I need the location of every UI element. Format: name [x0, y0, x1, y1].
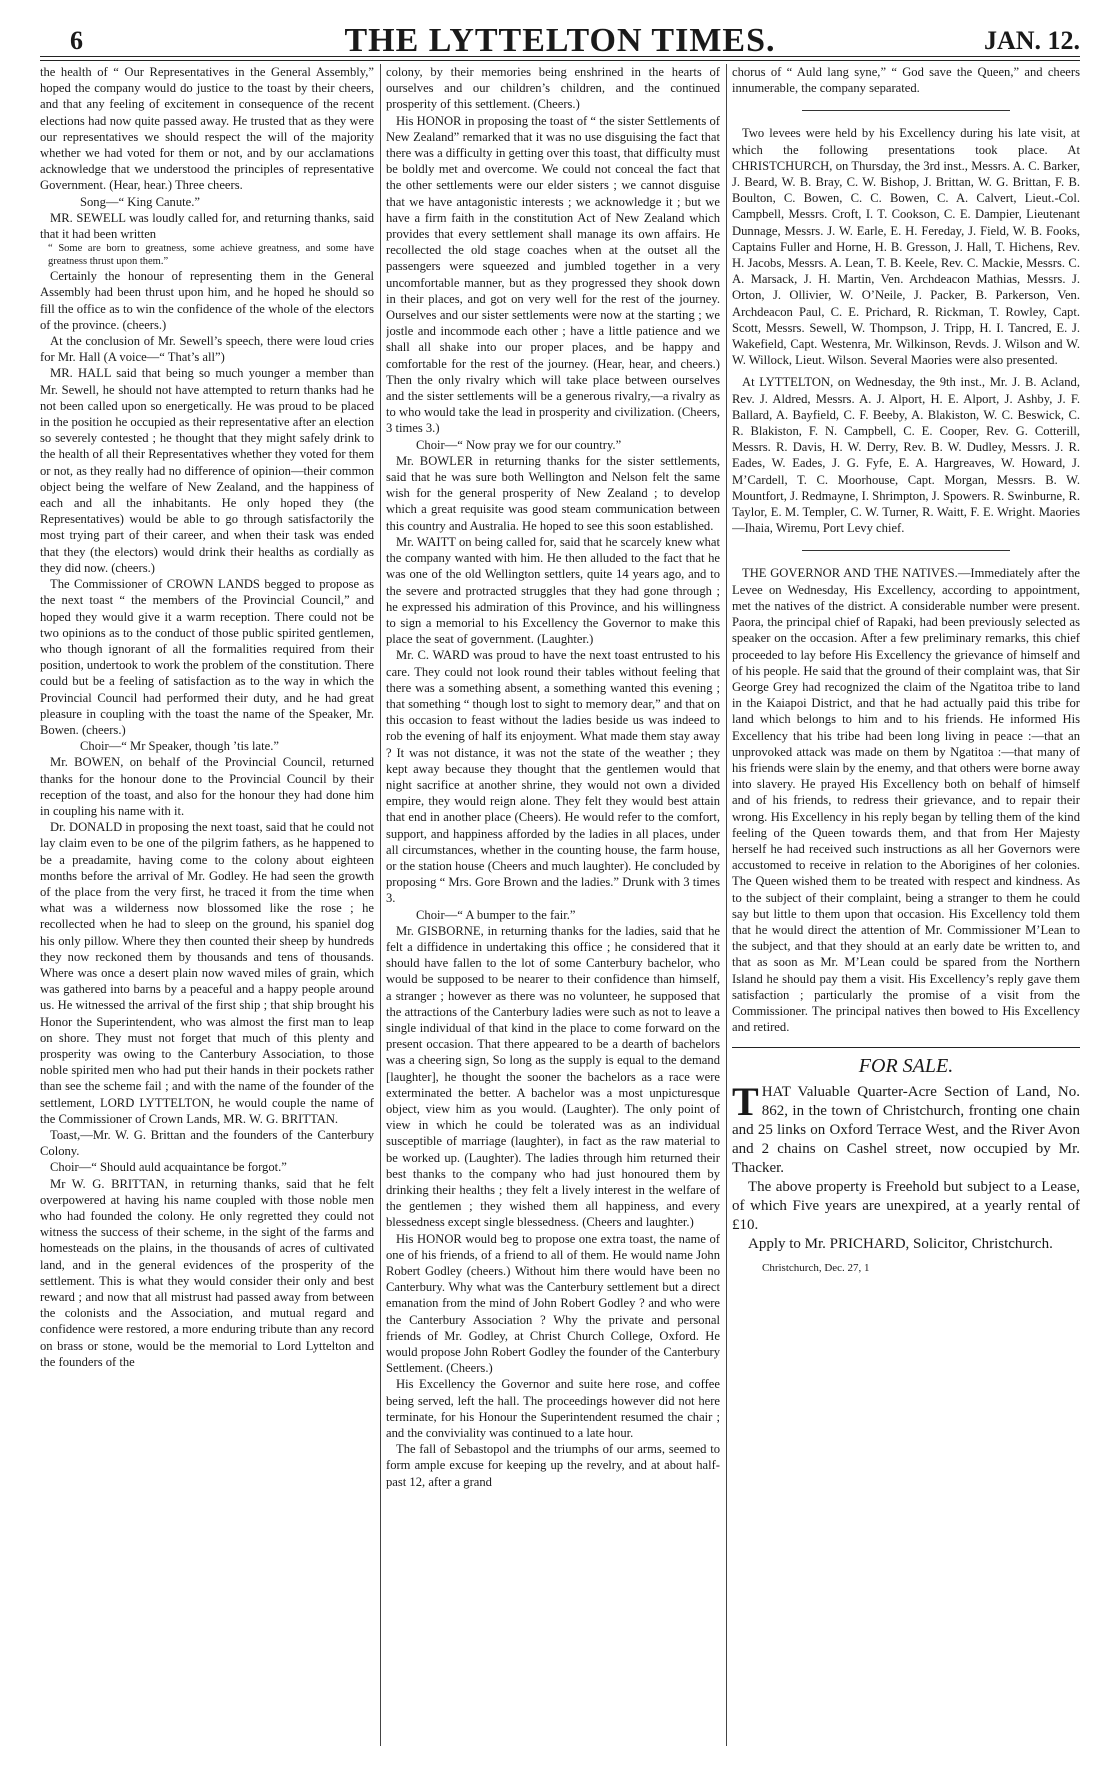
levee-paragraph: At LYTTELTON, on Wednesday, the 9th inst., Mr. J. B. Acland, Rev. J. Aldred, Messrs. A. J. Alport, H. E. Alport, J. Ashby, J. F. Ballard, A. Bayfield, C. F. Beeby, A. Blakiston, W. C. Beswick, C. R. Blakiston, F. N. Campbell, C. E. Cooper, Rev. G. Cotterill, Messrs. R. Davis, H. W. Derry, Rev. B. W. Dudley, Messrs. J. R. Eades, W. Eades, J. G. Fyfe, E. A. Hargreaves, W. Howard, J. M’Cardell, T. C. Moorhouse, Capt. Morgan, Messrs. B. W. Mountfort, J. Redmayne, I. Shrimpton, J. Spowers. R. Swinburne, R. Taylor, E. M. Templer, C. W. Turner, R. Waitt, F. E. Wright. Maories—Ihaia, Wiremu, Port Levy chief. [732, 375, 1080, 536]
sale-contact: Apply to Mr. PRICHARD, Solicitor, Christchurch. [748, 1235, 1053, 1252]
paragraph: Mr. BOWEN, on behalf of the Provincial Council, returned thanks for the honour done to the Provincial Council by their reception of the toast, and also for the honour they had done him in coupling his name with it. [40, 755, 374, 818]
section-divider [802, 110, 1011, 111]
column-3 [732, 64, 1080, 1756]
for-sale-heading: FOR SALE. [858, 1055, 954, 1078]
column-divider [380, 64, 381, 1746]
paragraph: The Commissioner of CROWN LANDS begged to propose as the next toast “ the members of the Provincial Council,” and hoped they would give it a warm reception. There could not be two opinions as to the conduct of those public spirited gentlemen, who though ignorant of all the formalities required from their position, undertook to work the problem of the constitution. There could but be a feeling of satisfaction as to the way in which the Provincial Council had performed their duty, and he had great pleasure in coupling with the toast the name of the Speaker, Mr. Bowen. (cheers.) [40, 577, 374, 737]
paragraph: MR. HALL said that being so much younger a member than Mr. Sewell, he should not have attempted to return thanks had he not been called upon so energetically. He was proud to be placed in the position he occupied as their representative after an election so severely contested ; he thought that they might safely drink to the health of all their Representatives whether they voted for them or not, as they really had no difference of opinion—their common object being the welfare of New Zealand, and the happiness of each and all the inhabitants. He only hoped they (the Representatives) would be able to go through satisfactorily the most trying part of their career, and when their task was ended that they (the electors) would drink their healths as cordially as they did now. (cheers.) [40, 366, 374, 575]
song-line: Song—“ King Canute.” [80, 194, 200, 209]
drop-cap: T [732, 1078, 759, 1124]
issue-date: JAN. 12. [983, 26, 1080, 55]
for-sale-advertisement [732, 1078, 1080, 1254]
header-rule [40, 56, 1080, 57]
paragraph: At the conclusion of Mr. Sewell’s speech, there were loud cries for Mr. Hall (A voice—“ That’s all”) [40, 334, 374, 365]
choir-line: Choir—“ Now pray we for our country.” [416, 437, 622, 452]
paragraph: MR. SEWELL was loudly called for, and returning thanks, said that it had been written [40, 210, 374, 242]
column-2 [386, 64, 720, 1756]
paragraph: chorus of “ Auld lang syne,” “ God save the Queen,” and cheers innumerable, the company separated. [732, 65, 1080, 96]
paragraph: Dr. DONALD in proposing the next toast, said that he could not lay claim even to be one of the pilgrim fathers, as he happened to be a preadamite, having come to the colony about eighteen months before the arrival of Mr. Godley. He had seen the growth of the place from the very first, he traced it from the time when what was a wilderness now blossomed like the rose ; he recollected when he had to sleep on the ground, his spaniel dog his only pillow. Where they then counted their sheep by hundreds they now reckoned them by thousands and tens of thousands. Where was once a desert plain now waved miles of grain, which was gathered into barns by a peaceful and a happy people around us. He witnessed the arrival of the first ship ; that ship brought his Honor the Superintendent, who was almost the first man to leap on shore. They must not forget that much of this plenty and prosperity was owing to the Canterbury Association, to those noble spirited men who had put their hands in their pockets rather than see the scheme fail ; and with the name of the founder of the settlement, LORD LYTTELTON, he would couple the name of the Commissioner of Crown Lands, MR. W. G. BRITTAN. [40, 820, 374, 1126]
paragraph: Mr W. G. BRITTAN, in returning thanks, said that he felt overpowered at having his name coupled with those noble men who had founded the colony. He only regretted they could not witness the success of their scheme, in the sight of the farms and homesteads on the plains, in the thousands of acres of cultivated land, and in the general evidences of the prosperity of the settlement. This is what they would consider their only and best reward ; and now that all mistrust had passed away from between the colonists and the Association, and mutual regard and confidence were restored, a more enduring tribute than any record on brass or stone, would be the memorial to Lord Lyttelton and the founders of the [40, 1176, 374, 1369]
quotation: “ Some are born to greatness, some achieve greatness, and some have greatness thrust upon them.” [48, 243, 374, 268]
sale-dateline: Christchurch, Dec. 27, 1 [762, 1261, 870, 1274]
page-number: 6 [70, 26, 83, 55]
levee-paragraph: Two levees were held by his Excellency during his late visit, at which the following presentations took place. At CHRISTCHURCH, on Thursday, the 3rd inst., Messrs. A. C. Barker, J. Beard, W. B. Bray, C. W. Bishop, J. Brittan, W. G. Brittan, F. B. Boulton, C. Bowen, C. C. Bowen, C. A. Calvert, Lieut.-Col. Campbell, Messrs. Croft, I. T. Cookson, C. E. Dampier, Lieutenant Dunnage, Messrs. J. W. Earle, E. H. Fereday, J. Field, W. B. Fooks, Captains Fuller and Horne, H. B. Gresson, J. Hall, T. Hichens, Rev. H. Jacobs, Messrs. A. Lean, T. B. Keele, Rev. C. Mackie, Messrs. C. A. Marsack, J. H. Martin, Ven. Archdeacon Mathias, Messrs. J. Orton, J. Ollivier, W. O’Neile, J. Packer, B. Parkerson, Ven. Archdeacon Paul, C. E. Prichard, R. Rickman, T. Rowley, Capt. Scott, Messrs. Sewell, W. Thompson, J. Tripp, H. I. Tancred, E. J. Wakefield, Capt. Westenra, Mr. Wilkinson, Revds. J. Wilson and W. W. Willock, Lieut. Wilson. Several Maories were also presented. [732, 126, 1080, 368]
paragraph: the health of “ Our Representatives in the General Assembly,” hoped the company would do justice to the toast by their cheers, and that any feeling of excitement in consequence of the recent elections had now quite passed away. He trusted that as they were our representatives we should respect the will of the majority whether we had voted for them or not, and by our acclamations acknowledge that we understood the principles of representative Government. (Hear, hear.) Three cheers. [40, 65, 374, 193]
paragraph: Certainly the honour of representing them in the General Assembly had been thrust upon him, and he hoped he should so fill the office as to win the confidence of the whole of the electors of the province. (cheers.) [40, 269, 374, 332]
advertisement-rule [732, 1047, 1080, 1048]
paragraph: Mr. BOWLER in returning thanks for the sister settlements, said that he was sure both Wellington and Nelson felt the same wish for the general prosperity of New Zealand ; to develop which a great requisite was good steam communication between this country and Australia. He hoped to see this soon established. [386, 453, 720, 533]
paragraph: Mr. WAITT on being called for, said that he scarcely knew what the company wanted with him. He then alluded to the fact that he was one of the old Wellington settlers, quite 14 years ago, and to the severe and protracted struggles that they had gone through ; he expressed his admiration of this Province, and his willingness to sign a memorial to his Excellency the Governor to make this place the seat of government. (Laughter.) [386, 534, 720, 647]
choir-line: Choir—“ Mr Speaker, though ’tis late.” [80, 739, 279, 754]
choir-line: Choir—“ Should auld acquaintance be forgot.” [50, 1160, 287, 1175]
section-divider [802, 550, 1011, 551]
paragraph: His HONOR in proposing the toast of “ the sister Settlements of New Zealand” remarked that it was no use disguising the fact that there was a difficulty in getting over this toast, that difficulty must be boldly met and overcome. We could not conceal the fact that the other settlements were our elder sisters ; we cannot disguise that we have antagonistic interests ; we acknowledge it ; but we have a firm faith in the constitution Act of New Zealand which provides that every settlement shall manage its own affairs. He recollected the old stage coaches when at the outset all the passengers were squeezed and jumbled together in a very uncomfortable manner, but as they progressed they shook down in their places, and got on very well for the rest of the journey. Ourselves and our sister settlements were now at the starting ; we jostle and incommode each other ; have a little patience and we shall all shake into our proper places, and be happy and comfortable for the rest of the journey. (Hear, hear, and cheers.) Then the only rivalry which will take place between ourselves and the sister settlements will be a generous rivalry,—a rivalry as to who would take the lead in prosperity and civilization. (Cheers, 3 times 3.) [386, 113, 720, 436]
paragraph: His Excellency the Governor and suite here rose, and coffee being served, left the hall. The proceedings however did not here terminate, for his Honour the Superintendent resumed the chair ; and the conviviality was continued to a late hour. [386, 1377, 720, 1441]
choir-line: Choir—“ A bumper to the fair.” [416, 907, 576, 922]
natives-article: THE GOVERNOR AND THE NATIVES.—Immediately after the Levee on Wednesday, His Excellency, according to appointment, met the natives of the district. A considerable number were present. Paora, the principal chief of Rapaki, had been previously selected as speaker on the occasion. After a few preliminary remarks, this chief proceeded to lay before His Excellency the grievance of himself and of his people. He said that the ground of their complaint was, that Sir George Grey had recognized the claim of the Ngatitoa tribe to land in the Kaiapoi District, and that he had actually paid this tribe for land which belongs to him and to his friends. He informed His Excellency that his tribe had been long living in peace :—that an unprovoked attack was made on them by Ngatitoa :—that many of his friends were slain by the enemy, and that others were borne away into slavery. He prayed His Excellency both on behalf of himself and of his friends, to redress their grievance, and to repair their wrong. His Excellency in his reply began by telling them of the kind feeling of the Queen towards them, and that from Her Majesty herself he had received such instructions as all her Governors were accustomed to receive in relation to the Aborigines of her colonies. The Queen wished them to be treated with respect and kindness. As to the subject of their complaint, being a stranger to them he could say but little to them upon that occasion. His Excellency told them that he would direct the attention of Mr. Commissioner M’Lean to the subject, and that they should at an early date be written to, and that as soon as Mr. M’Lean could be spared from the Northern Island he should pay them a visit. His Excellency’s reply gave them satisfaction ; particularly the promise of a visit from the Commissioner. The principal natives then bowed to His Excellency and retired. [732, 566, 1080, 1035]
masthead [40, 18, 1080, 58]
column-divider [726, 64, 727, 1746]
sale-description: HAT Valuable Quarter-Acre Section of Land, No. 862, in the town of Christchurch, fronting one chain and 25 links on Oxford Terrace West, and the River Avon and 2 chains on Cashel street, now occupied by Mr. Thacker. [732, 1083, 1080, 1176]
paragraph: Mr. GISBORNE, in returning thanks for the ladies, said that he felt a diffidence in undertaking this office ; he considered that it should have fallen to the lot of some Canterbury bachelor, who would be supposed to be nearer to their confidence than himself, a stranger ; however as there was no volunteer, he supposed that the attractions of the Canterbury ladies were such as not to leave a single individual of that kind in the place to come forward on the present occasion. That there appeared to be a dearth of bachelors was a cheering sign, So long as the supply is equal to the demand [laughter], he thought the sooner the bachelors as a race were exterminated the better. A bachelor was a most unpicturesque object, view him as you would. (Laughter). The only point of view in which he could be tolerated was as an individual susceptible of marriage (laughter), in fact as the raw material to be worked up. (Laughter). The ladies through him returned their best thanks to the company who had just honoured them by drinking their healths ; they felt a lively interest in the welfare of the gentlemen ; they wished them all happiness, and every blessedness except single blessedness. (Cheers and laughter.) [386, 923, 720, 1230]
paragraph: Mr. C. WARD was proud to have the next toast entrusted to his care. They could not look round their tables without feeling that there was a something absent, a something wanted this evening ; that something “ though lost to sight to memory dear,” and that on this occasion to feast without the ladies beside us was indeed to rob the evening of half its enjoyment. What made them stay away ? It was not distance, it was not the state of the weather ; they kept away because they thought that the gentlemen would that night sacrifice at another shrine, they would not own a divided empire, they would reign alone. They felt they would best attain that end in another place (Cheers). He would refer to the comfort, support, and happiness afforded by the ladies in all places, under all circumstances, whether in the counting house, the farm house, or the station house (Cheers and much laughter). He concluded by proposing “ Mrs. Gore Brown and the ladies.” Drunk with 3 times 3. [386, 648, 720, 906]
sale-terms: The above property is Freehold but subject to a Lease, of which Five years are unexpired, at a yearly rental of £10. [732, 1178, 1080, 1233]
newspaper-title: THE LYTTELTON TIMES. [344, 22, 776, 59]
header-rule [40, 60, 1080, 61]
paragraph: colony, by their memories being enshrined in the hearts of ourselves and our children’s children, and the continued prosperity of this settlement. (Cheers.) [386, 65, 720, 112]
paragraph: His HONOR would beg to propose one extra toast, the name of one of his friends, of a friend to all of them. He would name John Robert Godley (cheers.) Without him there would have been no Canterbury. Why what was the Canterbury settlement but a direct emanation from the mind of John Robert Godley ? and who were the Canterbury Association ? Why the private and personal friends of Mr. Godley, at Christ Church College, Oxford. He would propose John Robert Godley the founder of the Canterbury Settlement. (Cheers.) [386, 1231, 720, 1376]
column-1 [40, 64, 374, 1756]
paragraph: The fall of Sebastopol and the triumphs of our arms, seemed to form ample excuse for keeping up the revelry, and at about half-past 12, after a grand [386, 1442, 720, 1489]
toast-line: Toast,—Mr. W. G. Brittan and the founders of the Canterbury Colony. [40, 1128, 374, 1159]
